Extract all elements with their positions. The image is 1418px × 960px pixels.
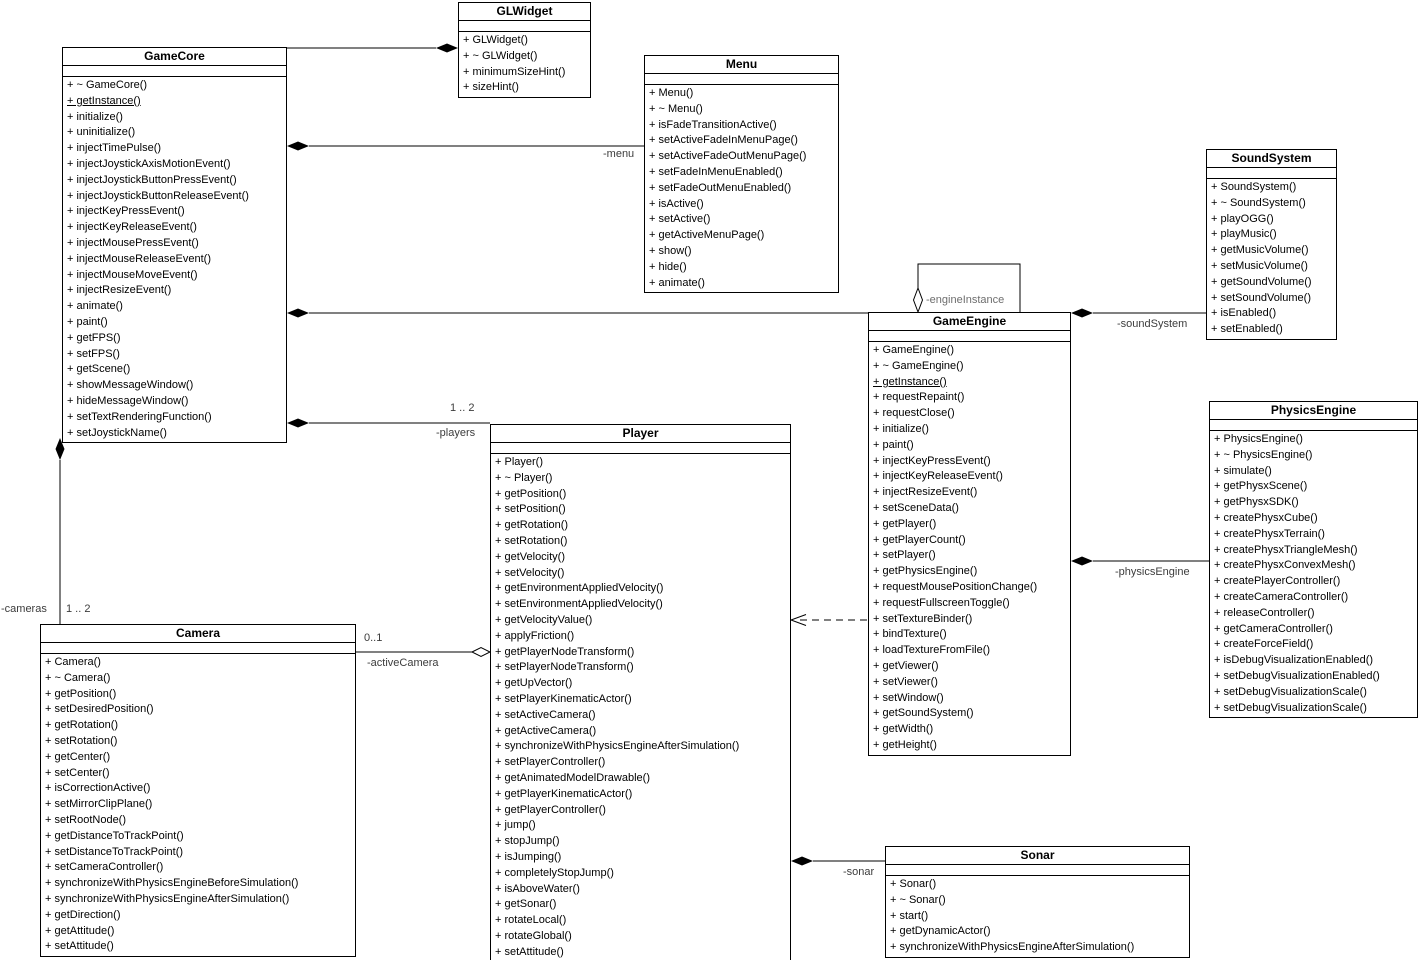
role-label-physics-engine: -physicsEngine bbox=[1115, 566, 1190, 578]
attributes-compartment bbox=[459, 20, 590, 32]
method-item: + show() bbox=[649, 244, 692, 257]
method-item: + setDebugVisualizationScale() bbox=[1214, 701, 1367, 714]
method-item: + synchronizeWithPhysicsEngineAfterSimulation() bbox=[890, 941, 1135, 954]
method-item: + setActiveCamera() bbox=[495, 708, 596, 721]
attributes-compartment bbox=[491, 442, 790, 454]
filled-diamond-icon bbox=[1071, 309, 1093, 318]
class-name: Camera bbox=[175, 626, 221, 640]
method-item: + getVelocity() bbox=[495, 550, 566, 563]
method-item: + playOGG() bbox=[1211, 212, 1274, 225]
method-item: + injectKeyReleaseEvent() bbox=[873, 470, 1003, 483]
method-item: + injectMouseMoveEvent() bbox=[67, 268, 198, 281]
class-name: Player bbox=[622, 426, 659, 440]
method-item: + getCameraController() bbox=[1214, 622, 1333, 635]
method-item: + setRootNode() bbox=[45, 813, 127, 826]
method-item: + setDistanceToTrackPoint() bbox=[45, 845, 184, 858]
multiplicity-label-cameras: 1 .. 2 bbox=[66, 603, 91, 615]
method-item: + isFadeTransitionActive() bbox=[649, 118, 777, 131]
method-item: + setMirrorClipPlane() bbox=[45, 798, 153, 811]
method-item: + setEnabled() bbox=[1211, 323, 1283, 336]
class-box-physicsengine bbox=[1209, 401, 1418, 718]
method-item: + createPhysxTerrain() bbox=[1214, 527, 1325, 540]
method-item: + playMusic() bbox=[1211, 228, 1277, 241]
method-item: + setFadeInMenuEnabled() bbox=[649, 165, 783, 178]
method-item: + setMusicVolume() bbox=[1211, 259, 1308, 272]
method-item: + setTextRenderingFunction() bbox=[67, 410, 212, 423]
attributes-compartment bbox=[41, 642, 355, 654]
method-item: + animate() bbox=[649, 276, 705, 289]
method-item: + requestMousePositionChange() bbox=[873, 580, 1038, 593]
composition-gameengine-physicsengine bbox=[1071, 557, 1209, 566]
method-item: + getActiveMenuPage() bbox=[649, 229, 765, 242]
role-label-engine-instance: -engineInstance bbox=[926, 294, 1005, 306]
method-item: + PhysicsEngine() bbox=[1214, 433, 1303, 445]
method-item: + getScene() bbox=[67, 363, 131, 376]
class-name: GLWidget bbox=[496, 4, 553, 18]
composition-gamecore-camera bbox=[56, 438, 65, 624]
method-item: + isJumping() bbox=[495, 850, 562, 863]
method-item: + createPlayerController() bbox=[1214, 575, 1341, 588]
method-item: + ~ Player() bbox=[495, 471, 553, 484]
method-item: + setDebugVisualizationScale() bbox=[1214, 685, 1367, 698]
method-item: + ~ Menu() bbox=[649, 102, 703, 115]
filled-diamond-icon bbox=[287, 309, 309, 318]
class-box-soundsystem bbox=[1206, 149, 1337, 340]
method-item: + applyFriction() bbox=[495, 629, 575, 642]
operations-compartment bbox=[41, 654, 355, 956]
method-item: + Player() bbox=[495, 456, 543, 468]
role-label-players: -players bbox=[436, 427, 476, 439]
method-item: + isEnabled() bbox=[1211, 307, 1277, 320]
filled-diamond-icon bbox=[287, 142, 309, 151]
method-item: + Menu() bbox=[649, 87, 694, 99]
method-item: + setAttitude() bbox=[45, 940, 114, 953]
method-item: + GLWidget() bbox=[463, 34, 528, 46]
method-item: + setRotation() bbox=[45, 734, 118, 747]
method-item: + createPhysxTriangleMesh() bbox=[1214, 543, 1358, 556]
method-item: + simulate() bbox=[1214, 464, 1272, 477]
open-diamond-icon bbox=[914, 288, 923, 312]
method-item: + isCorrectionActive() bbox=[45, 782, 151, 795]
method-item: + getDistanceToTrackPoint() bbox=[45, 829, 184, 842]
filled-diamond-icon bbox=[1071, 557, 1093, 566]
method-item: + getDirection() bbox=[45, 908, 121, 921]
aggregation-player-activecamera bbox=[356, 648, 490, 657]
method-item: + createPhysxConvexMesh() bbox=[1214, 559, 1356, 572]
composition-gamecore-menu bbox=[287, 142, 644, 151]
method-item: + getSonar() bbox=[495, 898, 557, 911]
method-item: + bindTexture() bbox=[873, 628, 947, 641]
method-item: + getInstance() bbox=[873, 375, 947, 388]
method-item: + setDebugVisualizationEnabled() bbox=[1214, 669, 1380, 682]
method-item: + ~ Sonar() bbox=[890, 893, 946, 906]
composition-player-sonar bbox=[791, 857, 885, 866]
method-item: + uninitialize() bbox=[67, 126, 136, 139]
operations-compartment bbox=[869, 342, 1070, 755]
class-name: GameCore bbox=[144, 49, 205, 63]
method-item: + initialize() bbox=[873, 422, 929, 435]
method-item: + setActiveFadeOutMenuPage() bbox=[649, 150, 807, 163]
method-item: + getAnimatedModelDrawable() bbox=[495, 771, 650, 784]
role-label-sound-system: -soundSystem bbox=[1117, 318, 1188, 330]
method-item: + ~ SoundSystem() bbox=[1211, 196, 1306, 209]
composition-gameengine-soundsystem bbox=[1071, 309, 1206, 318]
class-name: GameEngine bbox=[932, 314, 1007, 328]
method-item: + getActiveCamera() bbox=[495, 724, 597, 737]
method-item: + setActiveFadeInMenuPage() bbox=[649, 134, 798, 147]
method-item: + showMessageWindow() bbox=[67, 379, 194, 392]
attributes-compartment bbox=[886, 864, 1189, 876]
method-item: + setFPS() bbox=[67, 347, 120, 360]
method-item: + getPlayer() bbox=[873, 517, 937, 530]
role-label-menu: -menu bbox=[603, 148, 635, 160]
method-item: + setSoundVolume() bbox=[1211, 291, 1311, 304]
operations-compartment bbox=[1207, 179, 1336, 339]
method-item: + getFPS() bbox=[67, 331, 121, 344]
method-item: + injectJoystickAxisMotionEvent() bbox=[67, 157, 231, 170]
class-box-sonar bbox=[885, 846, 1190, 958]
method-item: + setCenter() bbox=[45, 766, 110, 779]
method-item: + getWidth() bbox=[873, 723, 934, 736]
method-item: + setPlayerNodeTransform() bbox=[495, 661, 634, 674]
method-item: + injectMouseReleaseEvent() bbox=[67, 252, 211, 265]
method-item: + getViewer() bbox=[873, 659, 939, 672]
class-name: SoundSystem bbox=[1231, 151, 1312, 165]
method-item: + injectTimePulse() bbox=[67, 142, 162, 155]
attributes-compartment bbox=[63, 65, 286, 77]
method-item: + setFadeOutMenuEnabled() bbox=[649, 181, 792, 194]
class-name: Sonar bbox=[1020, 848, 1055, 862]
method-item: + getSoundSystem() bbox=[873, 707, 974, 720]
method-item: + setJoystickName() bbox=[67, 426, 167, 439]
open-diamond-icon bbox=[472, 648, 490, 657]
method-item: + SoundSystem() bbox=[1211, 181, 1297, 193]
method-item: + getRotation() bbox=[495, 519, 569, 532]
method-item: + setPlayerKinematicActor() bbox=[495, 692, 632, 705]
operations-compartment bbox=[645, 85, 838, 292]
method-item: + isAboveWater() bbox=[495, 882, 580, 895]
operations-compartment bbox=[63, 77, 286, 442]
method-item: + jump() bbox=[495, 819, 536, 832]
method-item: + getPhysicsEngine() bbox=[873, 565, 978, 578]
method-item: + injectJoystickButtonPressEvent() bbox=[67, 173, 237, 186]
method-item: + setAttitude() bbox=[495, 945, 564, 958]
class-box-menu bbox=[644, 55, 839, 293]
method-item: + Sonar() bbox=[890, 878, 937, 890]
class-box-glwidget bbox=[458, 2, 591, 98]
class-name: PhysicsEngine bbox=[1270, 403, 1357, 417]
method-item: + getUpVector() bbox=[495, 677, 573, 690]
method-item: + GameEngine() bbox=[873, 344, 955, 356]
method-item: + releaseController() bbox=[1214, 606, 1315, 619]
method-item: + start() bbox=[890, 909, 929, 922]
method-item: + requestRepaint() bbox=[873, 391, 965, 404]
method-item: + setWindow() bbox=[873, 691, 944, 704]
method-item: + injectJoystickButtonReleaseEvent() bbox=[67, 189, 249, 202]
method-item: + ~ PhysicsEngine() bbox=[1214, 448, 1313, 461]
method-item: + injectKeyReleaseEvent() bbox=[67, 221, 197, 234]
method-item: + synchronizeWithPhysicsEngineAfterSimulation() bbox=[495, 740, 740, 753]
class-box-player bbox=[490, 424, 791, 960]
class-name: Menu bbox=[725, 57, 758, 71]
method-item: + setVelocity() bbox=[495, 566, 565, 579]
method-item: + setSceneData() bbox=[873, 501, 959, 514]
method-item: + minimumSizeHint() bbox=[463, 65, 566, 78]
method-item: + setPosition() bbox=[495, 503, 566, 516]
operations-compartment bbox=[459, 32, 590, 97]
filled-diamond-icon bbox=[436, 44, 458, 53]
composition-glwidget-gamecore bbox=[287, 44, 458, 53]
method-item: + getPlayerNodeTransform() bbox=[495, 645, 635, 658]
method-item: + setCameraController() bbox=[45, 861, 164, 874]
method-item: + stopJump() bbox=[495, 835, 560, 848]
composition-gamecore-gameengine bbox=[287, 309, 868, 318]
method-item: + rotateLocal() bbox=[495, 914, 567, 927]
method-item: + getRotation() bbox=[45, 719, 119, 732]
method-item: + ~ GameCore() bbox=[67, 79, 148, 91]
class-box-gameengine bbox=[868, 312, 1071, 756]
method-item: + injectResizeEvent() bbox=[873, 486, 978, 499]
filled-diamond-icon bbox=[287, 419, 309, 428]
method-item: + getAttitude() bbox=[45, 924, 115, 937]
method-item: + injectKeyPressEvent() bbox=[67, 205, 185, 218]
method-item: + createPhysxCube() bbox=[1214, 511, 1318, 524]
method-item: + getPosition() bbox=[45, 687, 117, 700]
role-label-cameras: -cameras bbox=[1, 603, 47, 615]
method-item: + setEnvironmentAppliedVelocity() bbox=[495, 598, 663, 611]
role-label-active-camera: -activeCamera bbox=[367, 657, 439, 669]
method-item: + setActive() bbox=[649, 213, 711, 226]
method-item: + loadTextureFromFile() bbox=[873, 644, 991, 657]
method-item: + getHeight() bbox=[873, 738, 937, 751]
method-item: + requestClose() bbox=[873, 407, 955, 420]
method-item: + createCameraController() bbox=[1214, 590, 1349, 603]
method-item: + setTextureBinder() bbox=[873, 612, 973, 625]
method-item: + getVelocityValue() bbox=[495, 613, 593, 626]
dependency-gameengine-player bbox=[791, 615, 868, 626]
method-item: + getDynamicActor() bbox=[890, 925, 991, 938]
method-item: + getSoundVolume() bbox=[1211, 275, 1312, 288]
method-item: + getCenter() bbox=[45, 750, 111, 763]
filled-diamond-icon bbox=[791, 857, 813, 866]
role-label-sonar: -sonar bbox=[843, 866, 875, 878]
method-item: + getPlayerController() bbox=[495, 803, 606, 816]
method-item: + Camera() bbox=[45, 656, 101, 668]
method-item: + sizeHint() bbox=[463, 81, 519, 94]
method-item: + ~ GLWidget() bbox=[463, 49, 538, 62]
method-item: + isActive() bbox=[649, 197, 704, 210]
method-item: + getPlayerKinematicActor() bbox=[495, 787, 633, 800]
method-item: + getEnvironmentAppliedVelocity() bbox=[495, 582, 664, 595]
attributes-compartment bbox=[869, 330, 1070, 342]
method-item: + requestFullscreenToggle() bbox=[873, 596, 1010, 609]
method-item: + getPhysxSDK() bbox=[1214, 496, 1299, 509]
multiplicity-label-active-camera: 0..1 bbox=[364, 632, 383, 644]
method-item: + getPlayerCount() bbox=[873, 533, 966, 546]
method-item: + completelyStopJump() bbox=[495, 866, 614, 879]
method-item: + ~ GameEngine() bbox=[873, 359, 964, 372]
method-item: + paint() bbox=[67, 315, 108, 328]
operations-compartment bbox=[491, 454, 790, 960]
multiplicity-label-players: 1 .. 2 bbox=[450, 402, 475, 414]
method-item: + injectKeyPressEvent() bbox=[873, 454, 991, 467]
operations-compartment bbox=[886, 876, 1189, 957]
attributes-compartment bbox=[645, 73, 838, 85]
method-item: + getMusicVolume() bbox=[1211, 244, 1309, 257]
method-item: + animate() bbox=[67, 300, 123, 313]
method-item: + setPlayer() bbox=[873, 549, 936, 562]
method-item: + isDebugVisualizationEnabled() bbox=[1214, 654, 1374, 667]
method-item: + getInstance() bbox=[67, 94, 141, 107]
method-item: + synchronizeWithPhysicsEngineAfterSimulation() bbox=[45, 892, 290, 905]
method-item: + synchronizeWithPhysicsEngineBeforeSimulation() bbox=[45, 877, 299, 890]
method-item: + rotateGlobal() bbox=[495, 929, 572, 942]
class-box-camera bbox=[40, 624, 356, 957]
attributes-compartment bbox=[1210, 419, 1417, 431]
method-item: + initialize() bbox=[67, 110, 123, 123]
method-item: + getPhysxScene() bbox=[1214, 480, 1308, 493]
method-item: + injectResizeEvent() bbox=[67, 284, 172, 297]
method-item: + setRotation() bbox=[495, 534, 568, 547]
method-item: + createForceField() bbox=[1214, 638, 1314, 651]
operations-compartment bbox=[1210, 431, 1417, 717]
method-item: + hideMessageWindow() bbox=[67, 394, 189, 407]
method-item: + setViewer() bbox=[873, 675, 938, 688]
class-box-gamecore bbox=[62, 47, 287, 443]
attributes-compartment bbox=[1207, 167, 1336, 179]
method-item: + ~ Camera() bbox=[45, 671, 111, 684]
method-item: + setPlayerController() bbox=[495, 756, 606, 769]
method-item: + getPosition() bbox=[495, 487, 567, 500]
method-item: + setDesiredPosition() bbox=[45, 703, 154, 716]
method-item: + paint() bbox=[873, 438, 914, 451]
method-item: + hide() bbox=[649, 260, 687, 273]
method-item: + injectMousePressEvent() bbox=[67, 236, 199, 249]
